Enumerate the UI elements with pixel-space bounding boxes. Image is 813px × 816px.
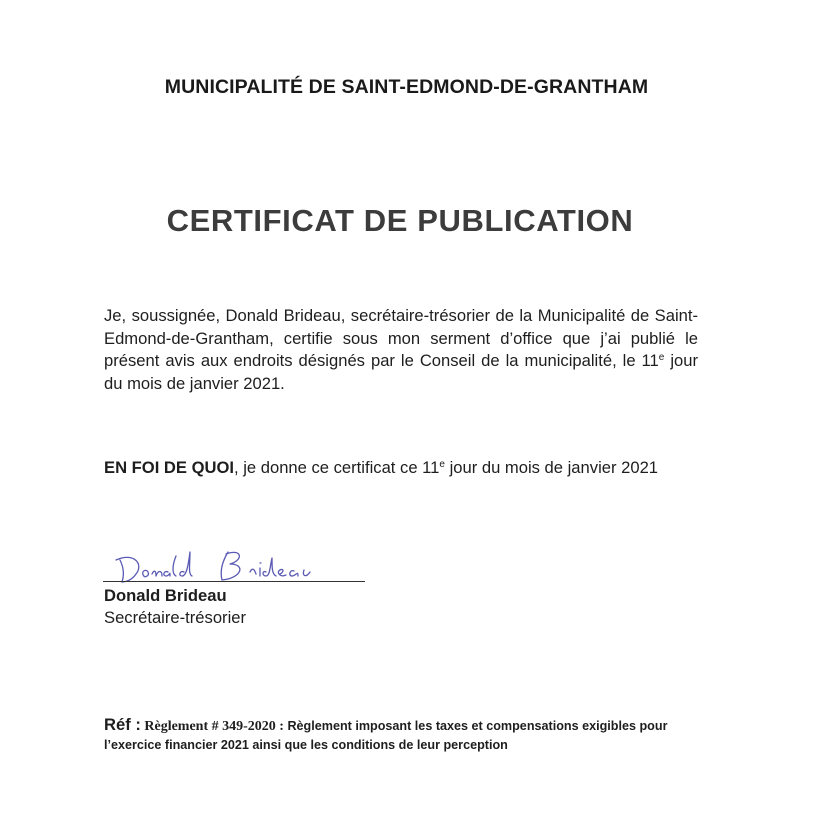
certification-paragraph: [104, 305, 698, 395]
declaration-lead: EN FOI DE QUOI: [104, 458, 234, 477]
declaration-ordinal-suffix: e: [439, 459, 445, 470]
municipality-heading: MUNICIPALITÉ DE SAINT-EDMOND-DE-GRANTHAM: [164, 76, 649, 98]
handwritten-signature: [110, 538, 370, 590]
declaration-text-end: jour du mois de janvier 2021: [444, 458, 659, 477]
paragraph-text: Je, soussignée, Donald Brideau, secrétaire-trésorier de la Municipalité de Saint-Edmond-de-Grantham, certifie sous mon serment d’office que j’ai publié le présent avis aux endroits désignés par le Conseil de la municipalité, le 11: [104, 306, 698, 370]
reference-code: Règlement # 349-2020 :: [144, 719, 284, 734]
reference-description: Règlement imposant les taxes et compensations exigibles pour l’exercice financier 2021 ainsi que les conditions de leur perception: [104, 719, 668, 752]
declaration-paragraph: [104, 457, 698, 480]
signer-role: Secrétaire-trésorier: [104, 608, 247, 627]
document-title: CERTIFICAT DE PUBLICATION: [166, 203, 634, 238]
signer-name: Donald Brideau: [104, 586, 227, 605]
reference-label: Réf :: [104, 715, 141, 734]
paragraph-ordinal-suffix: e: [658, 352, 665, 363]
declaration-text: , je donne ce certificat ce 11: [234, 458, 440, 477]
signature-line: [103, 581, 365, 582]
signature-strokes: [116, 552, 310, 582]
paragraph-text-end: jour du mois de janvier 2021.: [104, 351, 699, 393]
reference-block: [104, 715, 724, 755]
